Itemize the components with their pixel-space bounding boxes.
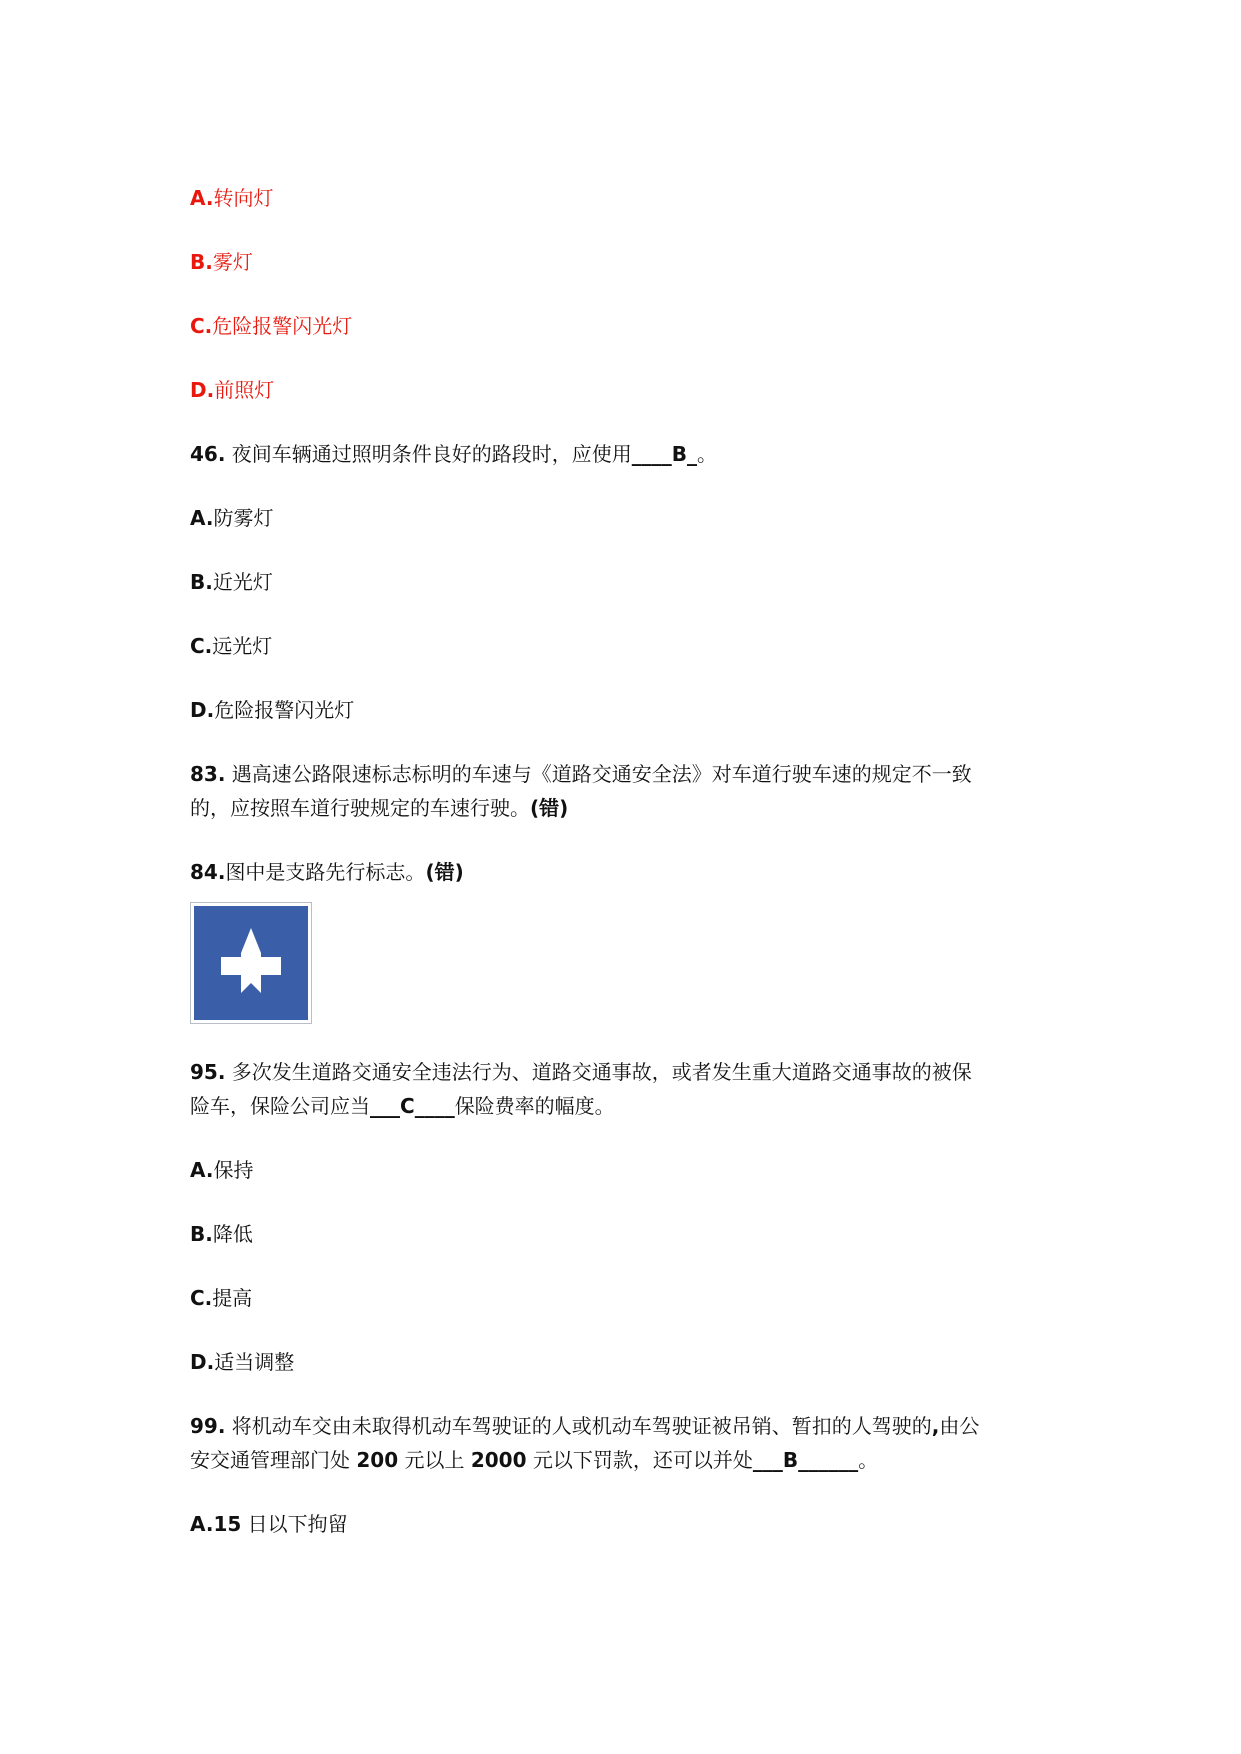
answer-blank: ______ bbox=[798, 1448, 859, 1472]
priority-road-arrow-icon bbox=[216, 923, 286, 1003]
q83-line-2 bbox=[190, 791, 568, 825]
option-letter: C. bbox=[190, 314, 213, 338]
option-letter: A. bbox=[190, 1158, 214, 1182]
fine-amount-max: 2000 bbox=[470, 1448, 527, 1472]
question-end: 。 bbox=[697, 442, 718, 466]
question-number: 46. bbox=[190, 442, 226, 466]
option-letter: B. bbox=[190, 570, 213, 594]
q99-line-2 bbox=[190, 1443, 878, 1477]
answer-blank: ____ bbox=[631, 442, 672, 466]
q45-option-c bbox=[190, 309, 352, 343]
q95-line-1 bbox=[190, 1055, 972, 1089]
option-text: 降低 bbox=[212, 1222, 253, 1246]
option-text: 远光灯 bbox=[212, 634, 273, 658]
question-number: 83. bbox=[190, 762, 226, 786]
q46-option-c bbox=[190, 629, 272, 663]
question-end: 。 bbox=[858, 1448, 879, 1472]
option-text: 转向灯 bbox=[213, 186, 274, 210]
answer-letter: C bbox=[400, 1094, 415, 1118]
question-text: 将机动车交由未取得机动车驾驶证的人或机动车驾驶证被吊销、暂扣的人驾驶的 bbox=[225, 1414, 932, 1438]
q95-option-c bbox=[190, 1281, 252, 1315]
option-letter: C. bbox=[190, 634, 213, 658]
q99-line-1 bbox=[190, 1409, 979, 1443]
q95-option-b bbox=[190, 1217, 253, 1251]
option-letter: A. bbox=[190, 506, 214, 530]
answer-letter: B bbox=[671, 442, 688, 466]
question-text: 多次发生道路交通安全违法行为、道路交通事故，或者发生重大道路交通事故的被保 bbox=[225, 1060, 972, 1084]
priority-road-sign-image bbox=[190, 902, 312, 1024]
answer-blank: ___ bbox=[370, 1094, 400, 1118]
option-text: 雾灯 bbox=[212, 250, 253, 274]
q46-option-b bbox=[190, 565, 273, 599]
answer-blank: _ bbox=[687, 442, 698, 466]
option-text: 提高 bbox=[212, 1286, 253, 1310]
answer-letter: B bbox=[782, 1448, 799, 1472]
verdict: (错) bbox=[530, 796, 569, 820]
q45-option-d bbox=[190, 373, 274, 407]
q95-option-d bbox=[190, 1345, 294, 1379]
q95-option-a bbox=[190, 1153, 253, 1187]
sign-blue-background bbox=[194, 906, 308, 1020]
q45-option-a bbox=[190, 181, 273, 215]
option-text: 危险报警闪光灯 bbox=[214, 698, 355, 722]
question-text: 由公 bbox=[939, 1414, 980, 1438]
option-letter: A. bbox=[190, 1512, 214, 1536]
option-letter: D. bbox=[190, 1350, 215, 1374]
question-text: 元以上 bbox=[398, 1448, 471, 1472]
answer-blank: ____ bbox=[414, 1094, 455, 1118]
q45-option-b bbox=[190, 245, 253, 279]
option-letter: D. bbox=[190, 698, 215, 722]
question-text: 的，应按照车道行驶规定的车速行驶。 bbox=[190, 796, 530, 820]
q46-option-d bbox=[190, 693, 354, 727]
q84-question bbox=[190, 855, 464, 889]
answer-blank: ___ bbox=[752, 1448, 783, 1472]
question-text: 夜间车辆通过照明条件良好的路段时，应使用 bbox=[225, 442, 632, 466]
option-letter: A. bbox=[190, 186, 214, 210]
question-text: 遇高速公路限速标志标明的车速与《道路交通安全法》对车道行驶车速的规定不一致 bbox=[225, 762, 972, 786]
option-letter: B. bbox=[190, 250, 213, 274]
option-text: 日以下拘留 bbox=[241, 1512, 348, 1536]
question-text: 元以下罚款，还可以并处 bbox=[526, 1448, 753, 1472]
q46-option-a bbox=[190, 501, 273, 535]
q99-option-a bbox=[190, 1507, 348, 1541]
question-text: 险车，保险公司应当 bbox=[190, 1094, 370, 1118]
question-number: 95. bbox=[190, 1060, 226, 1084]
verdict: (错) bbox=[425, 860, 464, 884]
option-text: 防雾灯 bbox=[213, 506, 274, 530]
question-text: 保险费率的幅度。 bbox=[454, 1094, 615, 1118]
option-letter: D. bbox=[190, 378, 215, 402]
option-number: 15 bbox=[213, 1512, 242, 1536]
option-letter: C. bbox=[190, 1286, 213, 1310]
q95-line-2 bbox=[190, 1089, 615, 1123]
option-text: 近光灯 bbox=[212, 570, 273, 594]
question-comma: , bbox=[931, 1414, 940, 1438]
question-number: 84. bbox=[190, 860, 226, 884]
q46-question bbox=[190, 437, 717, 471]
question-number: 99. bbox=[190, 1414, 226, 1438]
question-text: 图中是支路先行标志。 bbox=[225, 860, 426, 884]
option-text: 适当调整 bbox=[214, 1350, 295, 1374]
question-text: 安交通管理部门处 bbox=[190, 1448, 357, 1472]
option-text: 保持 bbox=[213, 1158, 254, 1182]
option-text: 前照灯 bbox=[214, 378, 275, 402]
option-letter: B. bbox=[190, 1222, 213, 1246]
fine-amount-min: 200 bbox=[356, 1448, 399, 1472]
option-text: 危险报警闪光灯 bbox=[212, 314, 353, 338]
q83-line-1 bbox=[190, 757, 972, 791]
